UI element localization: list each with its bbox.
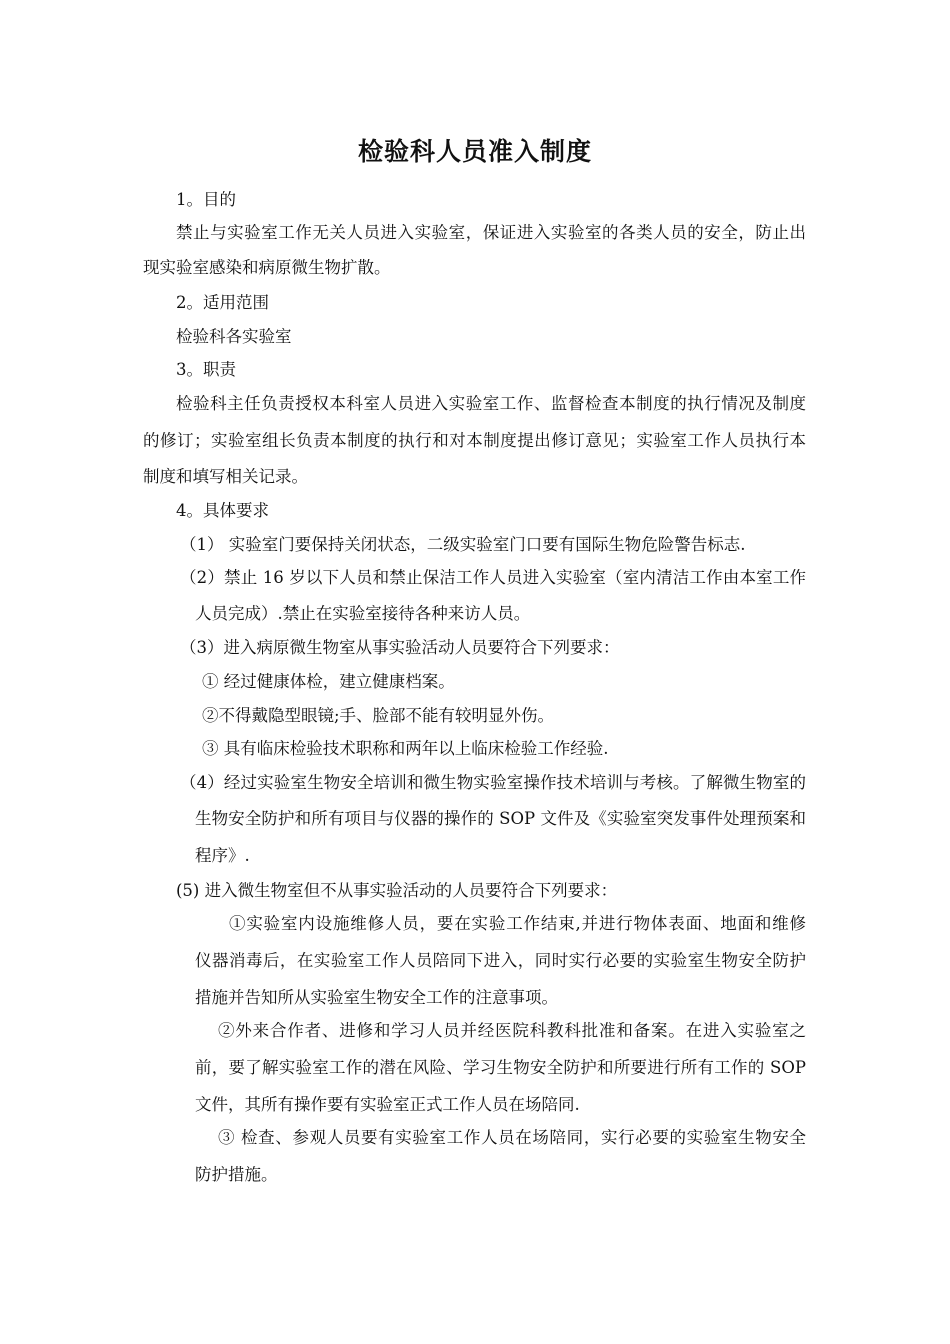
requirement-1: （1） 实验室门要保持关闭状态，二级实验室门口要有国际生物危险警告标志. bbox=[180, 535, 746, 554]
section-3-text: 制度和填写相关记录。 bbox=[143, 467, 308, 486]
requirement-4: 程序》. bbox=[195, 846, 250, 865]
section-4-heading: 4。具体要求 bbox=[176, 501, 269, 520]
requirement-3-item-2: ②不得戴隐型眼镜;手、脸部不能有较明显外伤。 bbox=[202, 706, 555, 725]
requirement-4: （4）经过实验室生物安全培训和微生物实验室操作技术培训与考核。了解微生物室的 bbox=[180, 773, 806, 792]
requirement-5-item-1: 仪器消毒后，在实验室工作人员陪同下进入，同时实行必要的实验室生物安全防护 bbox=[195, 951, 806, 970]
requirement-2: （2）禁止 16 岁以下人员和禁止保洁工作人员进入实验室（室内清洁工作由本室工作 bbox=[180, 568, 806, 587]
requirement-3: （3）进入病原微生物室从事实验活动人员要符合下列要求： bbox=[180, 638, 620, 657]
section-1-heading: 1。目的 bbox=[176, 190, 236, 209]
requirement-3-item-1: ① 经过健康体检，建立健康档案。 bbox=[202, 672, 455, 691]
section-3-text: 检验科主任负责授权本科室人员进入实验室工作、监督检查本制度的执行情况及制度 bbox=[176, 394, 806, 413]
requirement-5-item-2: ②外来合作者、进修和学习人员并经医院科教科批准和备案。在进入实验室之 bbox=[218, 1021, 806, 1040]
section-3-heading: 3。职责 bbox=[176, 360, 236, 379]
requirement-4: 生物安全防护和所有项目与仪器的操作的 SOP 文件及《实验室突发事件处理预案和 bbox=[195, 809, 806, 828]
requirement-2: 人员完成）.禁止在实验室接待各种来访人员。 bbox=[195, 604, 531, 623]
section-2-heading: 2。适用范围 bbox=[176, 293, 269, 312]
section-2-text: 检验科各实验室 bbox=[176, 327, 292, 346]
section-1-text: 禁止与实验室工作无关人员进入实验室，保证进入实验室的各类人员的安全，防止出 bbox=[176, 223, 806, 242]
requirement-5-item-1: 措施并告知所从实验室生物安全工作的注意事项。 bbox=[195, 988, 558, 1007]
requirement-5-item-2: 前，要了解实验室工作的潜在风险、学习生物安全防护和所要进行所有工作的 SOP bbox=[195, 1058, 806, 1077]
requirement-5-item-1: ①实验室内设施维修人员，要在实验工作结束,并进行物体表面、地面和维修 bbox=[229, 914, 806, 933]
requirement-5: (5) 进入微生物室但不从事实验活动的人员要符合下列要求： bbox=[176, 881, 618, 900]
requirement-3-item-3: ③ 具有临床检验技术职称和两年以上临床检验工作经验. bbox=[202, 739, 609, 758]
requirement-5-item-3: 防护措施。 bbox=[195, 1165, 278, 1184]
requirement-5-item-2: 文件，其所有操作要有实验室正式工作人员在场陪同. bbox=[195, 1095, 580, 1114]
section-1-text: 现实验室感染和病原微生物扩散。 bbox=[143, 258, 391, 277]
document-title: 检验科人员准入制度 bbox=[357, 137, 592, 166]
section-3-text: 的修订；实验室组长负责本制度的执行和对本制度提出修订意见；实验室工作人员执行本 bbox=[143, 431, 806, 450]
requirement-5-item-3: ③ 检查、参观人员要有实验室工作人员在场陪同，实行必要的实验室生物安全 bbox=[218, 1128, 806, 1147]
